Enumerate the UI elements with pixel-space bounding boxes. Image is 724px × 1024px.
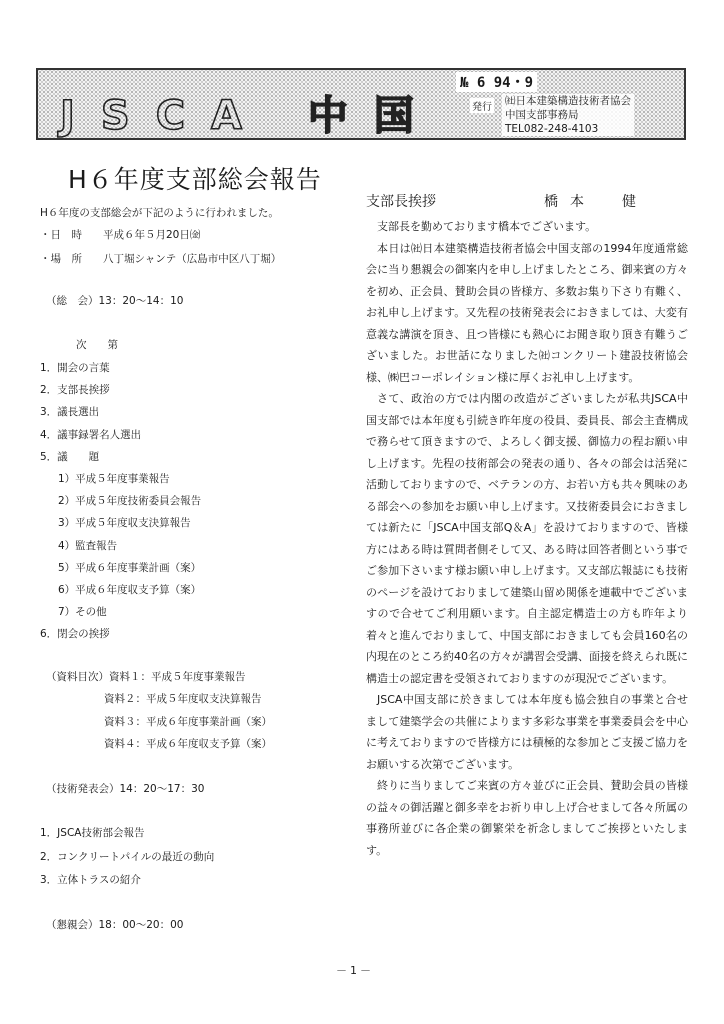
program-line: 次 第 xyxy=(76,339,118,351)
program-line: 5．議 題 xyxy=(40,451,100,463)
program-line: 1．JSCA技術部会報告 xyxy=(40,827,145,839)
greeting-paragraph: 本日は㈳日本建築構造技術者協会中国支部の1994年度通常総会に当り懇親会の御案内を申し上げましたところ、御来賓の方々を初め、正会員、賛助会員の皆様方、多数お集り下さり有難く、お礼申し上げます。又先程の技術発表会におきましては、大変有意義な講演を頂き、且つ皆様にも熱心にお聞き取り頂き有難うございました。お世話になりました㈳コンクリート建設技術協会様、㈱巴コーポレイション様に厚くお礼申し上げます。 xyxy=(366,241,688,384)
program-line: （懇親会）18：00〜20：00 xyxy=(46,919,184,931)
program-line: 5）平成６年度事業計画（案） xyxy=(58,562,202,574)
program-line: （資料目次）資料１：平成５年度事業報告 xyxy=(46,671,246,683)
publisher-info xyxy=(502,94,634,136)
page-title: H６年度支部総会報告 xyxy=(68,165,322,194)
program-line: 4）監査報告 xyxy=(58,540,118,552)
program-line: 2）平成５年度技術委員会報告 xyxy=(58,495,202,507)
page-number: －1－ xyxy=(336,964,374,977)
greeting-paragraph: 終りに当りましてご来賓の方々並びに正会員、賛助会員の皆様の益々の御活躍と御多幸をお祈り申し上げ合せまして各々所属の事務所並びに各企業の御繁栄を祈念しましてご挨拶といたします。 xyxy=(366,779,688,857)
masthead-logo: JSCA 中国 xyxy=(60,93,440,139)
program-line: （技術発表会）14：20〜17：30 xyxy=(46,783,205,795)
greeting-heading: 支部長挨拶 xyxy=(366,194,436,210)
program-line: ・日 時 平成６年５月20日㈮ xyxy=(40,229,201,241)
program-line: 1）平成５年度事業報告 xyxy=(58,473,170,485)
program-line: 7）その他 xyxy=(58,606,107,618)
greeting-author: 橋本 健 xyxy=(544,194,648,210)
greeting-paragraph: JSCA中国支部に於きましては本年度も協会独自の事業と合せまして建築学会の共催によります多彩な事業を事業委員会を中心に考えておりますので皆様方には積極的な参加とご支援ご協力をお願いする次第でございます。 xyxy=(366,693,688,771)
publisher-label: 発行 xyxy=(470,98,494,113)
program-line: 2．支部長挨拶 xyxy=(40,384,110,396)
publisher-office: 中国支部事務局 xyxy=(505,109,579,121)
program-line: 3）平成５年度収支決算報告 xyxy=(58,517,191,529)
program-line: 6）平成６年度収支予算（案） xyxy=(58,584,202,596)
program-line: 資料３：平成６年度事業計画（案） xyxy=(104,716,272,728)
publisher-phone: TEL082-248-4103 xyxy=(505,123,599,135)
program-line: 4．議事録署名人選出 xyxy=(40,429,142,441)
program-line: （総 会）13：20〜14：10 xyxy=(46,295,184,307)
program-line: 2．コンクリートパイルの最近の動向 xyxy=(40,851,215,863)
publisher-name: ㈳日本建築構造技術者協会 xyxy=(505,95,631,107)
program-line: 6．閉会の挨拶 xyxy=(40,628,110,640)
program-line: 1．開会の言葉 xyxy=(40,362,110,374)
greeting-paragraph: 支部長を勤めております橋本でございます。 xyxy=(377,220,597,233)
program-line: 3．議長選出 xyxy=(40,406,100,418)
greeting-paragraph: さて、政治の方では内閣の改造がございましたが私共JSCA中国支部では本年度も引続き昨年度の役員、委員長、部会主査構成で務らせて頂きますので、よろしく御支援、御協力の程お願い申し上げます。先程の技術部会の発表の通り、各々の部会は活発に活動しておりますので、ベテランの方、お若い方も共々興味のある部会への参加をお願い申し上げます。又技術委員会におきましては新たに「JSCA中国支部Q＆A」を設けておりますので、皆様方にはある時は質問者側そして又、ある時は回答者側という事でご参加下さいます様お願い申し上げます。又支部広報誌にも技術のページを設けておりまして建築山留め関係を連載中でございますので合せてご利用願います。自主認定構造士の方も昨年より着々と進んでおりまして、中国支部におきましても会員160名の内現在のところ約40名の方々が講習会受講、面接を終えられ既に構造士の認定書を受領されておりますのが現況でございます。 xyxy=(366,392,688,685)
program-line: 資料２：平成５年度収支決算報告 xyxy=(104,693,262,705)
program-line: ・場 所 八丁堀シャンテ（広島市中区八丁堀） xyxy=(40,253,282,265)
issue-number: № 6 94・9 xyxy=(456,72,537,92)
program-line: H６年度の支部総会が下記のように行われました。 xyxy=(40,207,279,219)
greeting-column xyxy=(366,192,688,861)
program-line: 資料４：平成６年度収支予算（案） xyxy=(104,738,272,750)
program-line: 3．立体トラスの紹介 xyxy=(40,874,141,886)
masthead xyxy=(36,68,686,140)
greeting-header xyxy=(366,192,688,216)
